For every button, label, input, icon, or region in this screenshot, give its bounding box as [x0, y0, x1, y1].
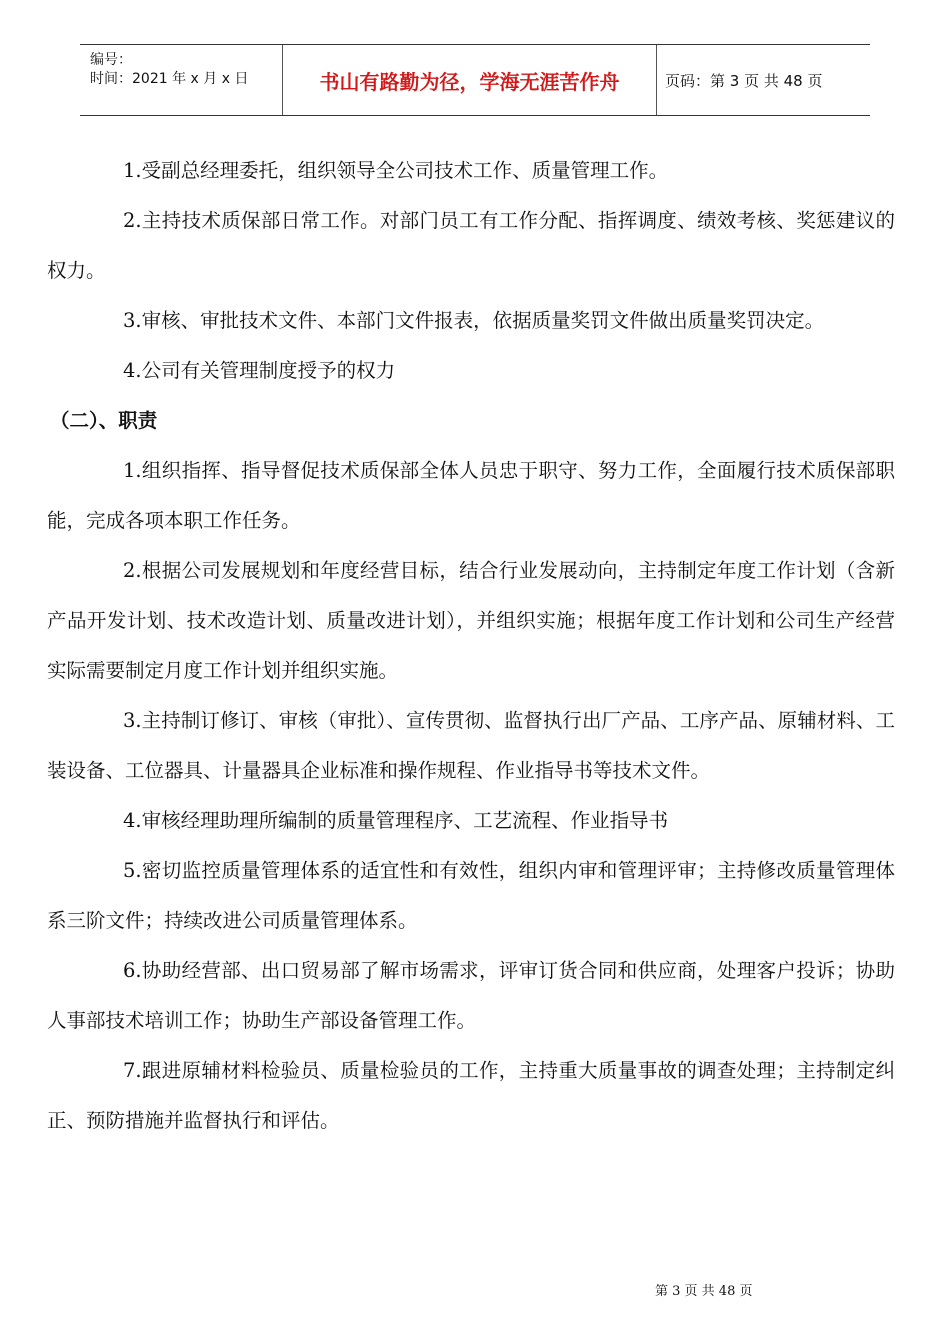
header-motto: 书山有路勤为径，学海无涯苦作舟 — [319, 69, 620, 94]
header-meta — [90, 51, 280, 89]
paragraph: 2.主持技术质保部日常工作。对部门员工有工作分配、指挥调度、绩效考核、奖惩建议的权力。 — [47, 209, 895, 282]
duty-item: 6.协助经营部、出口贸易部了解市场需求，评审订货合同和供应商，处理客户投诉；协助人事部技术培训工作；协助生产部设备管理工作。 — [47, 959, 895, 1032]
duty-item: 3.主持制订修订、审核（审批）、宣传贯彻、监督执行出厂产品、工序产品、原辅材料、工装设备、工位器具、计量器具企业标准和操作规程、作业指导书等技术文件。 — [47, 709, 895, 782]
duty-item: 7.跟进原辅材料检验员、质量检验员的工作，主持重大质量事故的调查处理；主持制定纠正、预防措施并监督执行和评估。 — [47, 1059, 895, 1132]
document-time-label: 时间：2021 年 x 月 x 日 — [90, 71, 249, 87]
duty-item: 1.组织指挥、指导督促技术质保部全体人员忠于职守、努力工作，全面履行技术质保部职能，完成各项本职工作任务。 — [47, 459, 895, 532]
paragraph: 3.审核、审批技术文件、本部门文件报表，依据质量奖罚文件做出质量奖罚决定。 — [123, 309, 825, 332]
header-divider — [656, 45, 657, 115]
section-heading: （二）、职责 — [50, 409, 158, 432]
page-header — [80, 44, 870, 116]
document-number-label: 编号： — [90, 52, 132, 68]
paragraph: 4.公司有关管理制度授予的权力 — [123, 359, 396, 382]
header-page-info: 页码：第 3 页 共 48 页 — [665, 71, 823, 90]
page-footer: 第 3 页 共 48 页 — [655, 1284, 753, 1299]
paragraph: 1.受副总经理委托，组织领导全公司技术工作、质量管理工作。 — [123, 159, 669, 182]
duty-item: 5.密切监控质量管理体系的适宜性和有效性，组织内审和管理评审；主持修改质量管理体系三阶文件；持续改进公司质量管理体系。 — [47, 859, 895, 932]
document-body — [47, 146, 895, 1146]
duty-item: 4.审核经理助理所编制的质量管理程序、工艺流程、作业指导书 — [123, 809, 669, 832]
duty-item: 2.根据公司发展规划和年度经营目标，结合行业发展动向，主持制定年度工作计划（含新产品开发计划、技术改造计划、质量改进计划），并组织实施；根据年度工作计划和公司生产经营实际需要制定月度工作计划并组织实施。 — [47, 559, 895, 682]
